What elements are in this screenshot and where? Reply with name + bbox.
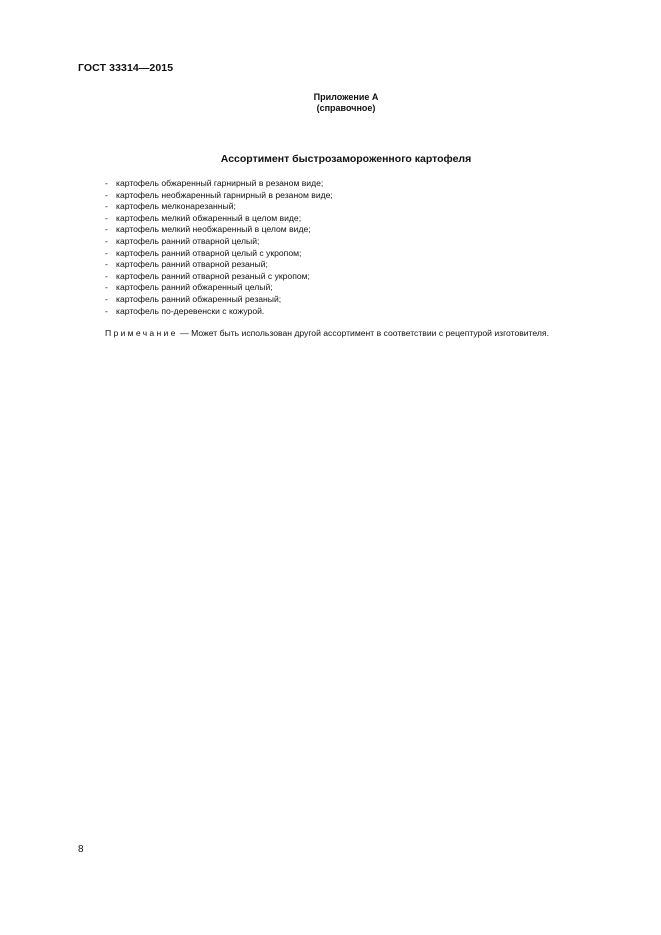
list-marker: -	[105, 201, 108, 212]
appendix-subtitle: (справочное)	[316, 103, 376, 113]
list-item	[105, 259, 333, 271]
list-item-text: картофель ранний отварной целый;	[116, 235, 260, 246]
list-item	[105, 178, 333, 190]
appendix-heading	[0, 92, 661, 114]
list-item	[105, 201, 333, 213]
list-item-text: картофель мелконарезанный;	[116, 201, 236, 212]
list-marker: -	[105, 282, 108, 293]
list-item-text: картофель ранний отварной резаный с укропом;	[116, 270, 310, 281]
list-item	[105, 294, 333, 306]
list-item-text: картофель мелкий обжаренный в целом виде;	[116, 212, 302, 223]
list-item-text: картофель ранний отварной резаный;	[116, 259, 268, 270]
list-item-text: картофель мелкий необжаренный в целом виде;	[116, 224, 311, 235]
list-marker: -	[105, 305, 108, 316]
list-item	[105, 248, 333, 260]
note	[105, 328, 549, 338]
list-item-text: картофель по-деревенски с кожурой.	[116, 305, 265, 316]
page-number: 8	[78, 844, 84, 855]
list-item-text: картофель ранний обжаренный целый;	[116, 282, 273, 293]
list-marker: -	[105, 259, 108, 270]
list-marker: -	[105, 224, 108, 235]
note-label: Примечание	[105, 328, 178, 338]
list-marker: -	[105, 293, 108, 304]
list-item	[105, 190, 333, 202]
list-marker: -	[105, 189, 108, 200]
standard-designation: ГОСТ 33314—2015	[78, 62, 174, 74]
list-item	[105, 306, 333, 318]
list-item	[105, 213, 333, 225]
list-marker: -	[105, 178, 108, 188]
list-item	[105, 282, 333, 294]
list-marker: -	[105, 247, 108, 258]
list-item	[105, 271, 333, 283]
appendix-title: Приложение А	[313, 92, 379, 102]
list-item	[105, 236, 333, 248]
list-marker: -	[105, 270, 108, 281]
list-marker: -	[105, 235, 108, 246]
section-title: Ассортимент быстрозамороженного картофеля	[220, 153, 472, 165]
assortment-list	[105, 178, 333, 317]
list-item	[105, 224, 333, 236]
list-item-text: картофель ранний обжаренный резаный;	[116, 293, 282, 304]
list-item-text: картофель необжаренный гарнирный в резаном виде;	[116, 189, 333, 200]
list-item-text: картофель ранний отварной целый с укропом;	[116, 247, 302, 258]
list-marker: -	[105, 212, 108, 223]
list-item-text: картофель обжаренный гарнирный в резаном виде;	[116, 178, 324, 188]
note-text: — Может быть использован другой ассортимент в соответствии с рецептурой изготовителя.	[177, 328, 549, 338]
